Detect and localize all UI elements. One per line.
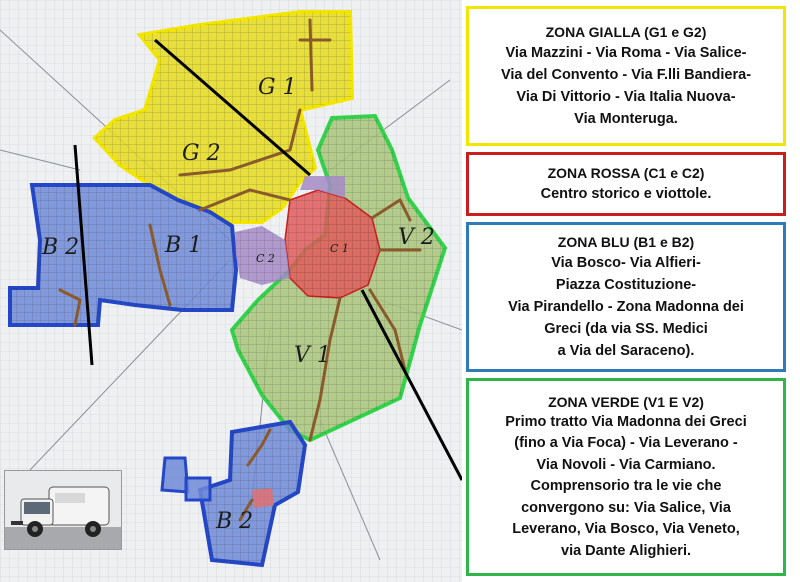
legend-zona-rossa — [466, 152, 786, 216]
legend-blu-body: Via Bosco- Via Alfieri- Piazza Costituzione- Via Pirandello - Zona Madonna dei Greci (da via SS. Medici a Via del Saraceno). — [508, 255, 744, 359]
legend-rossa-body: Centro storico e viottole. — [540, 186, 712, 202]
map-label-g1: G 1 — [258, 75, 297, 100]
map-label-c1: C 1 — [330, 242, 349, 255]
street-sweeper-photo — [4, 470, 122, 550]
legend-verde-title: ZONA VERDE (V1 E V2) — [548, 393, 704, 410]
map-label-v2: V 2 — [398, 225, 435, 250]
map-label-c2: C 2 — [256, 252, 275, 265]
legend-verde-body: Primo tratto Via Madonna dei Greci (fino a Via Foca) - Via Leverano - Via Novoli - Via Carmiano. Comprensorio tra le vie che convergono su: Via Salice, Via Leverano, Via Bosco, Via Veneto, via Dante Alighieri. — [505, 413, 747, 559]
legend-zona-verde — [466, 378, 786, 576]
map-label-b2-south: B 2 — [216, 509, 254, 534]
legend-rossa-title: ZONA ROSSA (C1 e C2) — [547, 165, 705, 181]
legend-zona-blu — [466, 222, 786, 372]
map-label-g2: G 2 — [182, 141, 221, 166]
legend-gialla-title: ZONA GIALLA (G1 e G2) — [545, 24, 707, 40]
street-sweeper-truck-icon — [5, 471, 122, 550]
map-label-v1: V 1 — [294, 343, 331, 368]
legend-blu-title: ZONA BLU (B1 e B2) — [557, 234, 695, 250]
legend-gialla-body: Via Mazzini - Via Roma - Via Salice- Via del Convento - Via F.lli Bandiera- Via Di Vittorio - Via Italia Nuova- Via Monteruga. — [500, 45, 752, 127]
legend-zona-gialla — [466, 6, 786, 146]
map-label-b1: B 1 — [165, 233, 203, 258]
map-label-b2-west: B 2 — [42, 235, 80, 260]
